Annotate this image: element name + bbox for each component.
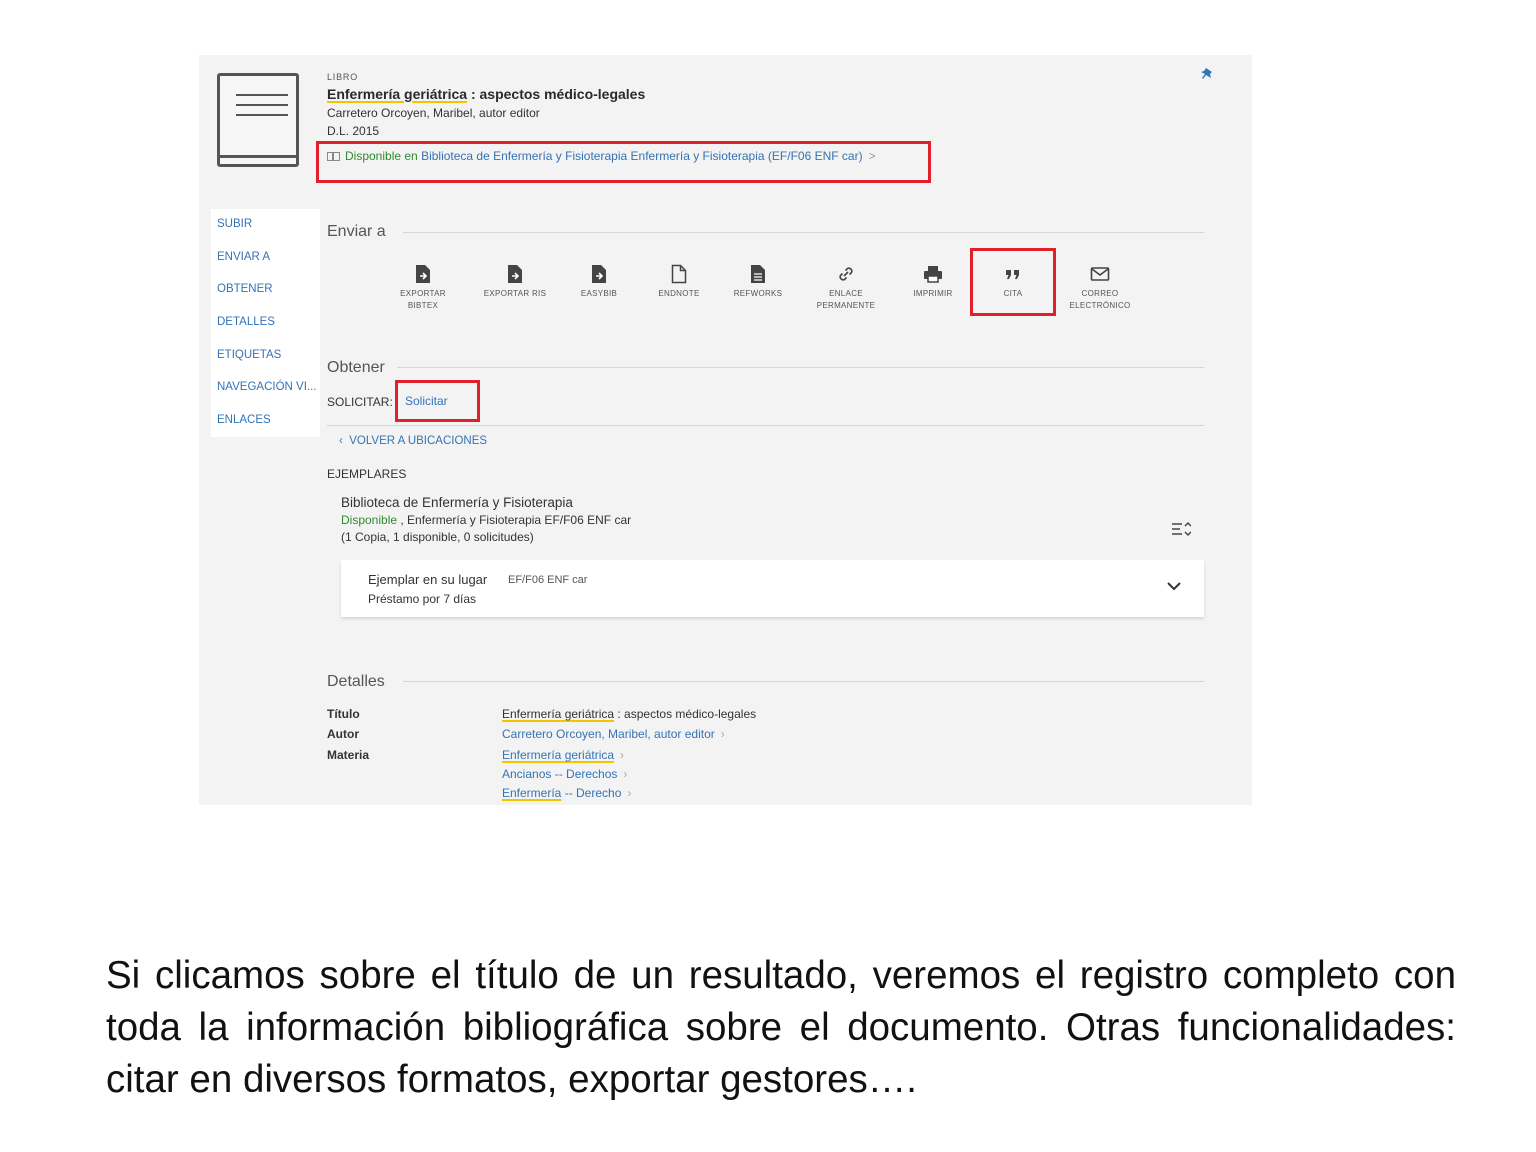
detail-materia-link-3[interactable] — [502, 786, 631, 800]
send-to-heading: Enviar a — [327, 223, 386, 240]
request-link[interactable]: Solicitar — [405, 394, 448, 408]
availability-library[interactable]: Biblioteca de Enfermería y Fisioterapia — [421, 149, 628, 163]
slide-caption: Si clicamos sobre el título de un resultado, veremos el registro completo con toda la información bibliográfica sobre el documento. Otras funcionalidades: citar en diversos formatos, exportar gestores…. — [106, 954, 1456, 1101]
action-label-2: BIBTEX — [407, 301, 439, 310]
detail-titulo-highlight: Enfermería geriátrica — [502, 707, 615, 721]
detail-titulo-value — [502, 707, 756, 721]
nav-navegacion-virtual[interactable]: NAVEGACIÓN VI... — [217, 381, 317, 393]
nav-etiquetas[interactable]: ETIQUETAS — [217, 349, 282, 361]
action-label: ENLACE — [829, 289, 863, 298]
printer-icon — [923, 264, 943, 284]
export-bibtex-button[interactable] — [383, 264, 463, 312]
chevron-left-icon: ‹ — [339, 435, 343, 447]
detail-materia-value-1[interactable]: Enfermería geriátrica — [502, 748, 615, 762]
nav-obtener[interactable]: OBTENER — [217, 283, 273, 295]
action-label: CITA — [1003, 289, 1023, 298]
availability-location[interactable]: Enfermería y Fisioterapia (EF/F06 ENF car) — [630, 149, 863, 163]
email-button[interactable] — [1060, 264, 1140, 312]
item-callnumber: EF/F06 ENF car — [508, 574, 588, 586]
back-to-locations-link[interactable] — [339, 435, 487, 447]
action-label: IMPRIMIR — [913, 289, 953, 298]
action-label: EXPORTAR RIS — [483, 289, 547, 298]
file-export-icon — [415, 264, 431, 284]
record-author: Carretero Orcoyen, Maribel, autor editor — [327, 106, 540, 120]
back-link-label[interactable]: VOLVER A UBICACIONES — [349, 435, 488, 447]
action-label: REFWORKS — [733, 289, 783, 298]
detail-titulo-label: Título — [327, 707, 360, 721]
availability-status: Disponible en — [345, 149, 418, 163]
pin-icon[interactable] — [1200, 67, 1214, 85]
detail-materia-value-3-rest[interactable]: -- Derecho — [561, 786, 622, 800]
obtain-heading: Obtener — [327, 359, 385, 376]
side-navigation — [211, 209, 320, 437]
chevron-right-icon: › — [623, 767, 628, 781]
easybib-button[interactable] — [559, 264, 639, 300]
document-lines-icon — [750, 264, 766, 284]
holding-library: Biblioteca de Enfermería y Fisioterapia — [341, 495, 573, 510]
detail-materia-link-1[interactable] — [502, 748, 624, 762]
record-title[interactable] — [327, 86, 645, 102]
request-divider — [327, 425, 1204, 426]
record-type: LIBRO — [327, 72, 359, 82]
record-date: D.L. 2015 — [327, 124, 380, 138]
file-export-icon — [591, 264, 607, 284]
holding-location: , Enfermería y Fisioterapia EF/F06 ENF car — [397, 513, 632, 527]
holding-status: Disponible — [341, 513, 398, 527]
detail-materia-label: Materia — [327, 748, 370, 762]
detail-autor-link[interactable] — [502, 727, 725, 741]
highlight-box-cite — [970, 248, 1056, 316]
item-loan: Préstamo por 7 días — [368, 592, 477, 606]
export-ris-button[interactable] — [475, 264, 555, 300]
mail-icon — [1090, 264, 1110, 284]
print-button[interactable] — [893, 264, 973, 300]
holding-status-line — [341, 513, 631, 527]
holding-counts: (1 Copia, 1 disponible, 0 solicitudes) — [341, 530, 534, 544]
title-rest[interactable]: : aspectos médico-legales — [467, 86, 646, 102]
refworks-button[interactable] — [718, 264, 798, 300]
screenshot-panel — [199, 55, 1252, 805]
link-icon — [837, 264, 855, 284]
nav-enviar-a[interactable]: ENVIAR A — [217, 251, 271, 263]
title-highlight[interactable]: Enfermería geriátrica — [327, 86, 468, 102]
chevron-down-icon[interactable] — [1166, 580, 1182, 592]
details-divider — [403, 681, 1204, 682]
nav-enlaces[interactable]: ENLACES — [217, 414, 271, 426]
action-label: EASYBIB — [580, 289, 618, 298]
document-icon — [671, 264, 687, 284]
book-cover-icon — [217, 73, 299, 167]
request-label: SOLICITAR: — [327, 395, 393, 409]
action-label: EXPORTAR — [400, 289, 446, 298]
chevron-right-icon: › — [720, 727, 725, 741]
item-card[interactable] — [341, 560, 1204, 617]
detail-materia-value-2[interactable]: Ancianos -- Derechos — [502, 767, 618, 781]
permalink-button[interactable] — [806, 264, 886, 312]
action-label: CORREO — [1081, 289, 1119, 298]
detail-titulo-rest: : aspectos médico-legales — [614, 707, 757, 721]
obtain-divider — [397, 367, 1204, 368]
chevron-right-icon: › — [627, 786, 632, 800]
detail-materia-value-3-highlight[interactable]: Enfermería — [502, 786, 562, 800]
chevron-right-icon: › — [620, 748, 625, 762]
item-status: Ejemplar en su lugar — [368, 572, 488, 587]
highlight-box-request — [395, 380, 480, 422]
nav-subir[interactable]: SUBIR — [217, 218, 253, 230]
detail-materia-link-2[interactable] — [502, 767, 627, 781]
file-export-icon — [507, 264, 523, 284]
send-to-divider — [403, 232, 1204, 233]
highlight-box-availability — [316, 141, 931, 183]
action-label-2: ELECTRÓNICO — [1069, 301, 1131, 310]
action-label: ENDNOTE — [658, 289, 700, 298]
detail-autor-label: Autor — [327, 727, 359, 741]
copies-heading: EJEMPLARES — [327, 467, 407, 481]
action-label-2: PERMANENTE — [816, 301, 876, 310]
filter-sort-icon[interactable] — [1171, 520, 1191, 538]
nav-detalles[interactable]: DETALLES — [217, 316, 275, 328]
chevron-right-icon: > — [868, 149, 876, 163]
endnote-button[interactable] — [639, 264, 719, 300]
detail-autor-value[interactable]: Carretero Orcoyen, Maribel, autor editor — [502, 727, 715, 741]
details-heading: Detalles — [327, 673, 385, 690]
